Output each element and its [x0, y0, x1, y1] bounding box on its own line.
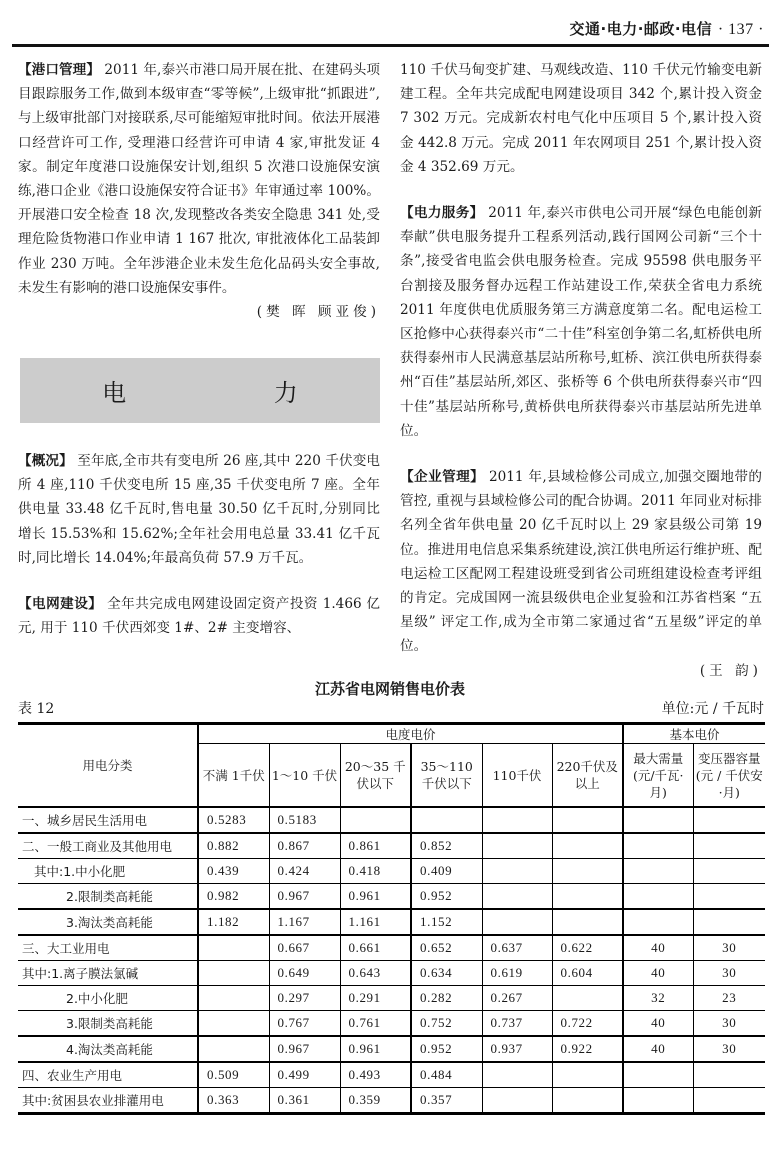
price-cell [693, 1088, 765, 1114]
row-category: 其中:1.中小化肥 [18, 859, 198, 884]
price-cell: 0.409 [411, 859, 482, 884]
paragraph-grid-construction [18, 592, 380, 640]
price-cell [411, 807, 482, 833]
table-row [18, 1088, 765, 1114]
paragraph-text: 全年共完成电网建设固定资产投资 1.466 亿元, 用于 110 千伏西郊变 1#、2# 主变增容、 [18, 596, 381, 637]
price-cell [693, 833, 765, 859]
row-category: 一、城乡居民生活用电 [18, 807, 198, 833]
column-header: 35～110 千伏以下 [411, 744, 482, 808]
table-row [18, 884, 765, 910]
price-cell: 30 [693, 1011, 765, 1037]
left-column [18, 58, 380, 340]
price-cell: 0.418 [340, 859, 411, 884]
section-banner-electricity: 电 力 [20, 358, 380, 423]
table-number: 表 12 [18, 701, 55, 717]
price-cell [623, 833, 693, 859]
price-cell [198, 961, 269, 986]
price-cell: 30 [693, 1036, 765, 1062]
price-cell [482, 1088, 552, 1114]
right-column [400, 58, 762, 699]
price-cell [482, 807, 552, 833]
row-category: 二、一般工商业及其他用电 [18, 833, 198, 859]
price-cell [623, 1088, 693, 1114]
row-category: 其中:贫困县农业排灌用电 [18, 1088, 198, 1114]
paragraph-grid-construction-continued: 110 千伏马甸变扩建、马观线改造、110 千伏元竹输变电新建工程。全年共完成配电网建设项目 342 个,累计投入资金 7 302 万元。完成新农村电气化中压项目 5 个,累计投入资金 442.8 万元。完成 2011 年农网项目 251 个,累计投入资金 4 352.69 万元。 [400, 62, 762, 175]
section-name: 交通·电力·邮政·电信 [569, 20, 713, 38]
price-cell [198, 1011, 269, 1037]
price-cell: 0.867 [269, 833, 340, 859]
table-row [18, 961, 765, 986]
paragraph-tag: 【电网建设】 [18, 596, 103, 613]
price-cell: 0.291 [340, 986, 411, 1011]
price-cell: 0.961 [340, 1036, 411, 1062]
paragraph-enterprise-management [400, 465, 762, 659]
price-cell: 1.182 [198, 909, 269, 935]
price-cell [693, 909, 765, 935]
price-cell: 0.661 [340, 935, 411, 961]
paragraph-text: 2011 年,泰兴市供电公司开展“绿色电能创新奉献”供电服务提升工程系列活动,践行国网公司新“三个十条”,接受省电监会供电服务检查。完成 95598 供电服务平台割接及服务督办远程工作站建设工作,荣获全省电力系统 2011 年度供电优质服务第三方满意度第二名。配电运检工区抢修中心获得泰兴市“二十佳”科室创争第二名,虹桥供电所获得泰州市人民满意基层站所称号,虹桥、滨江供电所获得泰州“百佳”基层站所,郊区、张桥等 6 个供电所获得泰兴市“四十佳”基层站所称号,黄桥供电所获得泰兴市基层站所先进单位。 [400, 205, 763, 439]
price-cell: 0.961 [340, 884, 411, 910]
row-category: 2.限制类高耗能 [18, 884, 198, 910]
price-cell [482, 1062, 552, 1088]
price-cell: 0.667 [269, 935, 340, 961]
price-cell [552, 833, 623, 859]
price-cell: 0.967 [269, 1036, 340, 1062]
price-cell [623, 884, 693, 910]
row-category: 3.淘汰类高耗能 [18, 909, 198, 935]
price-cell [552, 1088, 623, 1114]
price-cell [552, 859, 623, 884]
price-cell [552, 986, 623, 1011]
column-header: 变压器容量 (元 / 千伏安·月) [693, 744, 765, 808]
price-cell [623, 859, 693, 884]
row-category: 4.淘汰类高耗能 [18, 1036, 198, 1062]
page-number: · 137 · [717, 21, 764, 38]
price-cell: 0.357 [411, 1088, 482, 1114]
table-row [18, 1011, 765, 1037]
table-row [18, 859, 765, 884]
price-cell: 0.282 [411, 986, 482, 1011]
price-cell: 0.622 [552, 935, 623, 961]
paragraph-tag: 【电力服务】 [400, 205, 484, 222]
price-cell: 1.167 [269, 909, 340, 935]
running-head [570, 18, 765, 39]
row-category: 2.中小化肥 [18, 986, 198, 1011]
price-cell: 40 [623, 1011, 693, 1037]
price-cell: 0.634 [411, 961, 482, 986]
table-row [18, 986, 765, 1011]
column-header: 不满 1千伏 [198, 744, 269, 808]
price-cell [482, 884, 552, 910]
price-cell [552, 807, 623, 833]
paragraph-port-management [18, 58, 380, 300]
table-row [18, 807, 765, 833]
price-cell: 0.649 [269, 961, 340, 986]
price-cell: 30 [693, 935, 765, 961]
price-cell: 40 [623, 961, 693, 986]
paragraph-text: 至年底,全市共有变电所 26 座,其中 220 千伏变电所 4 座,110 千伏变电所 15 座,35 千伏变电所 7 座。全年供电量 33.48 亿千瓦时,售电量 30.50 亿千瓦时,分别同比增长 15.53%和 15.62%;全年社会用电总量 33.41 亿千瓦时,同比增长 14.04%;年最高负荷 57.9 万千瓦。 [18, 453, 380, 566]
row-category: 三、大工业用电 [18, 935, 198, 961]
price-cell: 0.937 [482, 1036, 552, 1062]
table-row [18, 909, 765, 935]
row-category: 3.限制类高耗能 [18, 1011, 198, 1037]
price-cell [340, 807, 411, 833]
table-unit: 单位:元 / 千瓦时 [661, 701, 764, 717]
paragraph-overview [18, 449, 380, 570]
price-cell: 0.361 [269, 1088, 340, 1114]
row-category: 四、农业生产用电 [18, 1062, 198, 1088]
paragraph-tag: 【企业管理】 [400, 469, 485, 486]
table-row [18, 1036, 765, 1062]
header-group-energy-price: 电度电价 [198, 724, 623, 744]
price-cell: 0.967 [269, 884, 340, 910]
electricity-price-table [18, 722, 765, 1115]
price-cell [623, 1062, 693, 1088]
column-header: 20～35 千伏以下 [340, 744, 411, 808]
price-cell: 23 [693, 986, 765, 1011]
price-cell: 0.499 [269, 1062, 340, 1088]
price-cell [198, 935, 269, 961]
price-cell [693, 859, 765, 884]
price-cell: 0.952 [411, 884, 482, 910]
price-cell [198, 1036, 269, 1062]
price-cell [623, 909, 693, 935]
price-cell: 0.267 [482, 986, 552, 1011]
table-row [18, 935, 765, 961]
paragraph-tag: 【概况】 [18, 453, 73, 469]
column-header: 110千伏 [482, 744, 552, 808]
price-cell [482, 859, 552, 884]
price-cell [693, 884, 765, 910]
column-header: 最大需量 (元/千瓦·月) [623, 744, 693, 808]
row-category: 其中:1.离子膜法氯碱 [18, 961, 198, 986]
price-cell: 40 [623, 1036, 693, 1062]
price-cell: 0.493 [340, 1062, 411, 1088]
price-cell: 0.604 [552, 961, 623, 986]
table-row [18, 1062, 765, 1088]
price-cell: 0.5183 [269, 807, 340, 833]
header-rule [12, 44, 769, 47]
price-cell [552, 909, 623, 935]
column-header: 1～10 千伏 [269, 744, 340, 808]
price-cell: 0.359 [340, 1088, 411, 1114]
price-cell: 0.643 [340, 961, 411, 986]
price-cell: 0.439 [198, 859, 269, 884]
paragraph-power-service [400, 201, 762, 443]
price-cell: 0.737 [482, 1011, 552, 1037]
price-cell [552, 884, 623, 910]
price-cell: 0.484 [411, 1062, 482, 1088]
price-cell: 1.161 [340, 909, 411, 935]
price-cell [623, 807, 693, 833]
paragraph-text: 2011 年,县域检修公司成立,加强交圈地带的管控, 重视与县域检修公司的配合协调。2011 年同业对标排名列全省年供电量 20 亿千瓦时以上 29 家县级公司第 19 位。推进用电信息采集系统建设,滨江供电所运行维护班、配电运检工区配网工程建设班受到省公司班组建设检查考评组的肯定。完成国网一流县级供电企业复验和江苏省档案 “五星级” 评定工作,成为全市第二家通过省“五星级”评定的单位。 [400, 469, 762, 655]
price-cell: 0.952 [411, 1036, 482, 1062]
price-cell: 32 [623, 986, 693, 1011]
price-cell: 0.424 [269, 859, 340, 884]
price-cell: 0.722 [552, 1011, 623, 1037]
price-cell [693, 807, 765, 833]
price-cell: 0.637 [482, 935, 552, 961]
price-cell: 30 [693, 961, 765, 986]
price-cell [693, 1062, 765, 1088]
price-cell: 0.363 [198, 1088, 269, 1114]
byline: (王 韵) [699, 662, 762, 679]
price-cell [482, 833, 552, 859]
price-cell: 0.752 [411, 1011, 482, 1037]
table-title: 江苏省电网销售电价表 [314, 680, 465, 698]
price-cell: 0.652 [411, 935, 482, 961]
price-cell: 0.922 [552, 1036, 623, 1062]
price-cell: 0.767 [269, 1011, 340, 1037]
price-cell: 0.297 [269, 986, 340, 1011]
price-cell: 0.5283 [198, 807, 269, 833]
byline: (樊 晖 顾亚俊) [256, 304, 380, 321]
paragraph-tag: 【港口管理】 [18, 62, 100, 78]
price-cell: 1.152 [411, 909, 482, 935]
price-cell: 0.882 [198, 833, 269, 859]
table-row [18, 833, 765, 859]
header-group-basic-price: 基本电价 [623, 724, 765, 744]
price-cell: 0.852 [411, 833, 482, 859]
price-cell: 0.761 [340, 1011, 411, 1037]
price-cell [482, 909, 552, 935]
price-cell: 0.619 [482, 961, 552, 986]
price-cell: 0.509 [198, 1062, 269, 1088]
price-cell [198, 986, 269, 1011]
header-category: 用电分类 [18, 724, 198, 808]
column-header: 220千伏及以上 [552, 744, 623, 808]
price-cell: 0.982 [198, 884, 269, 910]
price-cell: 0.861 [340, 833, 411, 859]
left-column-lower [18, 449, 380, 662]
price-cell: 40 [623, 935, 693, 961]
paragraph-text: 2011 年,泰兴市港口局开展在批、在建码头项目跟踪服务工作,做到本级审查“零等候”,上级审批“抓跟进”,与上级审批部门对接联系,尽可能缩短审批时间。依法开展港口经营许可工作, 受理港口经营许可申请 4 家,审批发证 4 家。制定年度港口设施保安计划,组织 5 次港口设施保安演练,港口企业《港口设施保安符合证书》年审通过率 100%。开展港口安全检查 18 次,发现整改各类安全隐患 341 处,受理危险货物港口作业申请 1 167 批次, 审批液体化工品装卸作业 230 万吨。全年涉港企业未发生危化品码头安全事故,未发生有影响的港口设施保安事件。 [18, 62, 381, 296]
price-cell [552, 1062, 623, 1088]
